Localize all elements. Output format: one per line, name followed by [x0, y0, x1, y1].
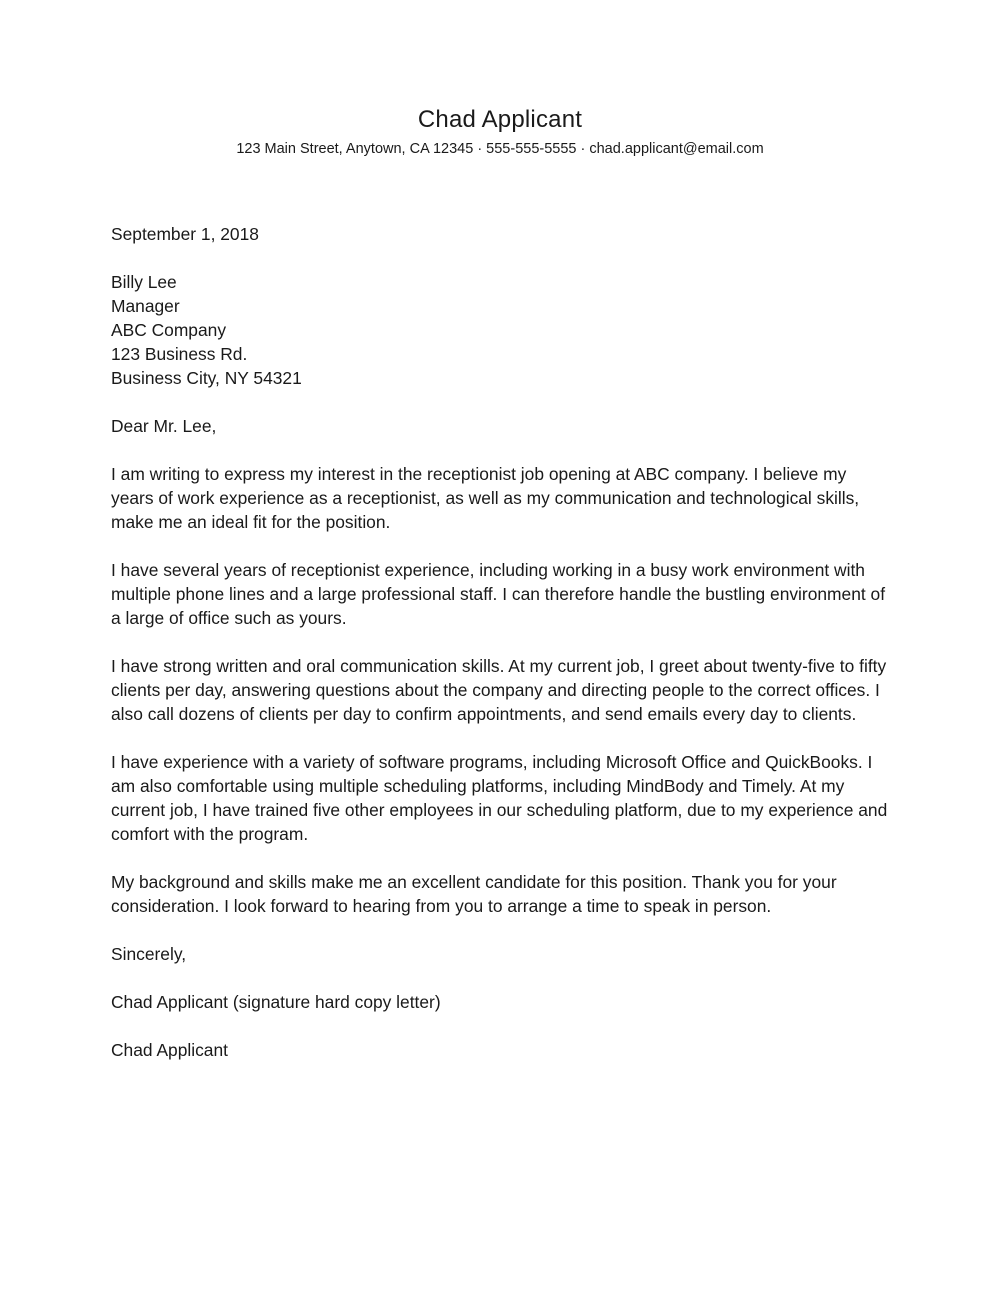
recipient-name: Billy Lee — [111, 272, 177, 292]
body-paragraph: I am writing to express my interest in the receptionist job opening at ABC company. I believe my years of work experience as a receptionist, as well as my communication and technological skills, make me an ideal fit for the position. — [111, 464, 860, 532]
letter-header — [0, 104, 1000, 159]
salutation: Dear Mr. Lee, — [111, 416, 217, 436]
letter-body — [111, 222, 891, 1062]
letter-date: September 1, 2018 — [111, 224, 259, 244]
signature-note: Chad Applicant (signature hard copy letter) — [111, 992, 441, 1012]
closing: Sincerely, — [111, 944, 187, 964]
recipient-title: Manager — [111, 296, 180, 316]
body-paragraph: I have experience with a variety of software programs, including Microsoft Office and QuickBooks. I am also comfortable using multiple scheduling platforms, including MindBody and Timely. At my current job, I have trained five other employees in our scheduling platform, due to my experience and comfort with the program. — [111, 752, 888, 844]
recipient-city: Business City, NY 54321 — [111, 368, 302, 388]
body-paragraph: My background and skills make me an excellent candidate for this position. Thank you for your consideration. I look forward to hearing from you to arrange a time to speak in person. — [111, 872, 837, 916]
sender-name: Chad Applicant — [417, 106, 583, 133]
recipient-block — [111, 270, 891, 390]
body-paragraph: I have strong written and oral communication skills. At my current job, I greet about twenty-five to fifty clients per day, answering questions about the company and directing people to the correct offices. I also call dozens of clients per day to confirm appointments, and send emails every day to clients. — [111, 656, 887, 724]
sender-contact-line: 123 Main Street, Anytown, CA 12345 · 555-555-5555 · chad.applicant@email.com — [236, 141, 764, 157]
recipient-company: ABC Company — [111, 320, 227, 340]
typed-name: Chad Applicant — [111, 1040, 228, 1060]
recipient-street: 123 Business Rd. — [111, 344, 248, 364]
body-paragraph: I have several years of receptionist experience, including working in a busy work environment with multiple phone lines and a large professional staff. I can therefore handle the bustling environment of a large of office such as yours. — [111, 560, 886, 628]
